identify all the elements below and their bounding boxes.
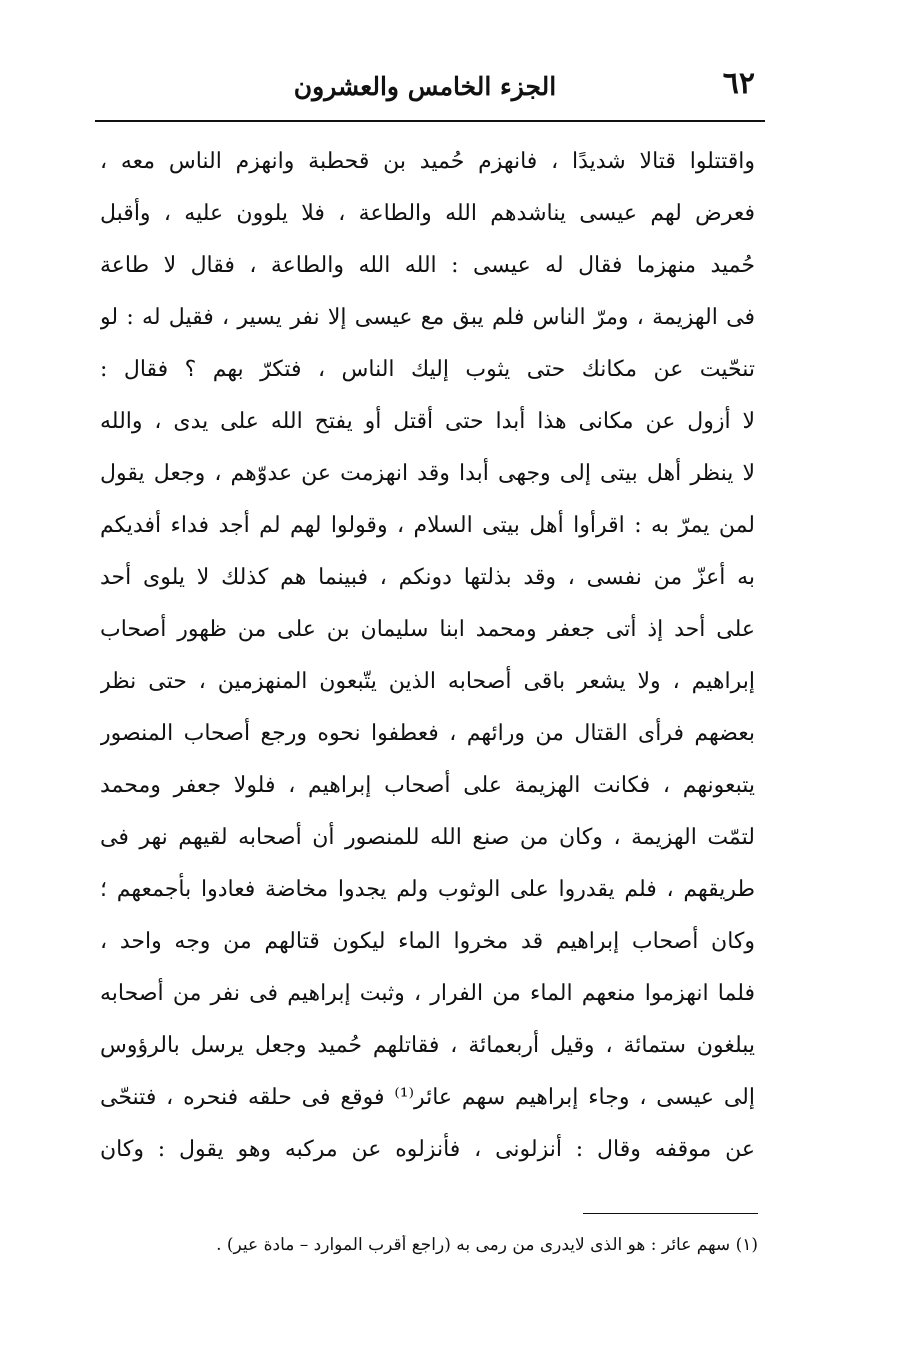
text-line: طريقهم ، فلم يقدروا على الوثوب ولم يجدوا مخاضة فعادوا بأجمعهم ؛ <box>100 877 755 902</box>
footnote-rule <box>583 1213 758 1214</box>
page-header <box>95 62 755 112</box>
body-text <box>100 136 755 1176</box>
header-rule <box>95 120 765 122</box>
footnote: (١) سهم عائر : هو الذى لايدرى من رمى به (راجع أقرب الموارد – مادة عير) . <box>216 1235 758 1255</box>
text-line: عن موقفه وقال : أنزلونى ، فأنزلوه عن مركبه وهو يقول : وكان <box>100 1137 755 1162</box>
text-line: إبراهيم ، ولا يشعر باقى أصحابه الذين يتّبعون المنهزمين ، حتى نظر <box>100 669 755 694</box>
running-title: الجزء الخامس والعشرون <box>293 72 557 101</box>
text-line: لتمّت الهزيمة ، وكان من صنع الله للمنصور أن أصحابه لقيهم نهر فى <box>100 825 755 850</box>
text-line: إلى عيسى ، وجاء إبراهيم سهم عائر⁽¹⁾ فوقع فى حلقه فنحره ، فتنحّى <box>100 1085 755 1110</box>
text-line: فى الهزيمة ، ومرّ الناس فلم يبق مع عيسى إلا نفر يسير ، فقيل له : لو <box>100 305 755 330</box>
text-line: لا أزول عن مكانى هذا أبدا حتى أقتل أو يفتح الله على يدى ، والله <box>100 409 755 434</box>
text-line: واقتتلوا قتالا شديدًا ، فانهزم حُميد بن قحطبة وانهزم الناس معه ، <box>100 149 755 174</box>
text-line: تنحّيت عن مكانك حتى يثوب إليك الناس ، فتكرّ بهم ؟ فقال : <box>100 357 755 382</box>
text-line: حُميد منهزما فقال له عيسى : الله الله والطاعة ، فقال لا طاعة <box>100 253 755 278</box>
text-line: يتبعونهم ، فكانت الهزيمة على أصحاب إبراهيم ، فلولا جعفر ومحمد <box>100 773 755 798</box>
text-line: بعضهم فرأى القتال من ورائهم ، فعطفوا نحوه ورجع أصحاب المنصور <box>100 721 755 746</box>
text-line: فعرض لهم عيسى يناشدهم الله والطاعة ، فلا يلوون عليه ، وأقبل <box>100 201 755 226</box>
text-line: لمن يمرّ به : اقرأوا أهل بيتى السلام ، وقولوا لهم لم أجد فداء أفديكم <box>100 513 755 538</box>
text-line: فلما انهزموا منعهم الماء من الفرار ، وثبت إبراهيم فى نفر من أصحابه <box>100 981 755 1006</box>
text-line: يبلغون ستمائة ، وقيل أربعمائة ، فقاتلهم حُميد وجعل يرسل بالرؤوس <box>100 1033 755 1058</box>
text-line: لا ينظر أهل بيتى إلى وجهى أبدا وقد انهزمت عن عدوّهم ، وجعل يقول <box>100 461 755 486</box>
text-line: به أعزّ من نفسى ، وقد بذلتها دونكم ، فبينما هم كذلك لا يلوى أحد <box>100 565 755 590</box>
page-number: ٦٢ <box>722 66 755 101</box>
text-line: وكان أصحاب إبراهيم قد مخروا الماء ليكون قتالهم من وجه واحد ، <box>100 929 755 954</box>
text-line: على أحد إذ أتى جعفر ومحمد ابنا سليمان بن على من ظهور أصحاب <box>100 617 755 642</box>
